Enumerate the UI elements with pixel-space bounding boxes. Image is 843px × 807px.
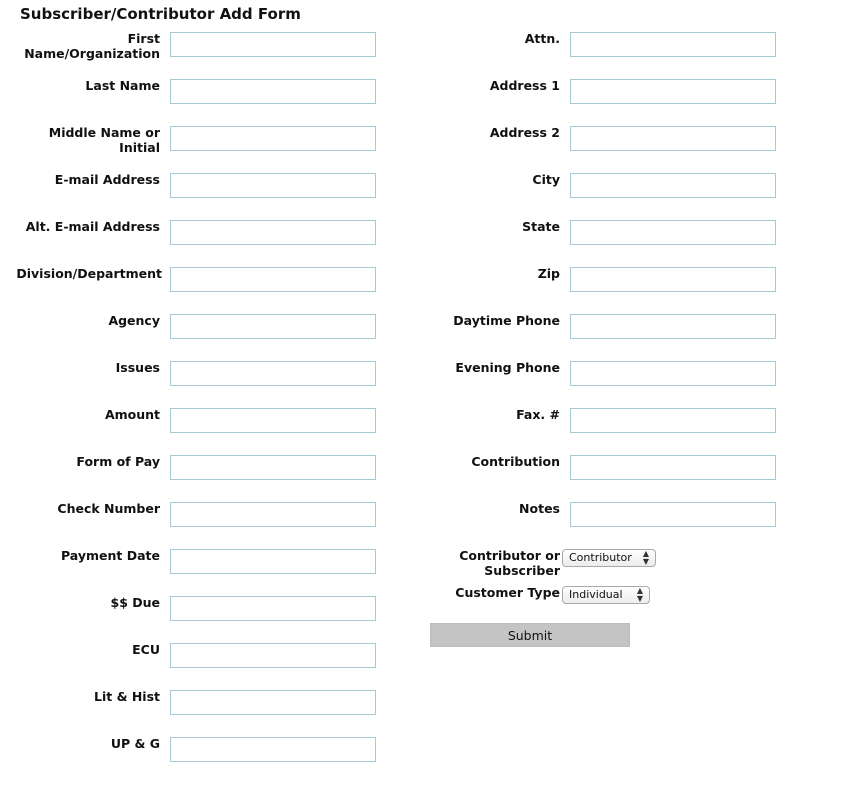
field-label: Zip [537,266,560,281]
field-label: Middle Name or Initial [48,125,160,155]
field-label: Form of Pay [76,454,160,469]
payment-date-input[interactable] [170,549,376,574]
dollars-due-input[interactable] [170,596,376,621]
select-value: Individual [569,588,623,601]
field-label: Contributor or Subscriber [459,548,560,578]
field-label: Last Name [85,78,160,93]
field-label: Check Number [57,501,160,516]
fax-input[interactable] [570,408,776,433]
attn-input[interactable] [570,32,776,57]
field-label: Issues [115,360,160,375]
field-label: ECU [132,642,160,657]
up-down-chevron-icon: ▲ ▼ [642,549,649,566]
last-name-input[interactable] [170,79,376,104]
email-input[interactable] [170,173,376,198]
middle-name-input[interactable] [170,126,376,151]
zip-input[interactable] [570,267,776,292]
field-label: City [532,172,560,187]
field-label: $$ Due [110,595,160,610]
field-label: Daytime Phone [453,313,560,328]
evening-phone-input[interactable] [570,361,776,386]
field-label: State [522,219,560,234]
agency-input[interactable] [170,314,376,339]
field-label: Lit & Hist [94,689,160,704]
up-down-chevron-icon: ▲ ▼ [636,586,643,603]
select-value: Contributor [569,551,632,564]
field-label: Evening Phone [455,360,560,375]
field-label: Notes [519,501,560,516]
city-input[interactable] [570,173,776,198]
state-input[interactable] [570,220,776,245]
field-label: Amount [104,407,160,422]
issues-input[interactable] [170,361,376,386]
contribution-input[interactable] [570,455,776,480]
field-label: Contribution [471,454,560,469]
field-label: Division/Department [16,266,162,281]
first-name-input[interactable] [170,32,376,57]
contributor-or-subscriber-select[interactable] [562,549,656,567]
check-number-input[interactable] [170,502,376,527]
form-of-pay-input[interactable] [170,455,376,480]
field-label: Address 2 [489,125,560,140]
field-label: Payment Date [60,548,160,563]
field-label: Customer Type [455,585,560,600]
ecu-input[interactable] [170,643,376,668]
submit-button[interactable]: Submit [430,623,630,647]
form-title: Subscriber/Contributor Add Form [20,5,301,23]
customer-type-select[interactable] [562,586,650,604]
field-label: UP & G [110,736,160,751]
alt-email-input[interactable] [170,220,376,245]
field-label: Agency [108,313,160,328]
division-input[interactable] [170,267,376,292]
address-1-input[interactable] [570,79,776,104]
address-2-input[interactable] [570,126,776,151]
daytime-phone-input[interactable] [570,314,776,339]
lit-hist-input[interactable] [170,690,376,715]
field-label: Alt. E-mail Address [25,219,160,234]
amount-input[interactable] [170,408,376,433]
field-label: Attn. [524,31,560,46]
field-label: Fax. # [516,407,560,422]
notes-input[interactable] [570,502,776,527]
field-label: Address 1 [489,78,560,93]
up-g-input[interactable] [170,737,376,762]
field-label: First Name/Organization [24,31,160,61]
field-label: E-mail Address [54,172,160,187]
